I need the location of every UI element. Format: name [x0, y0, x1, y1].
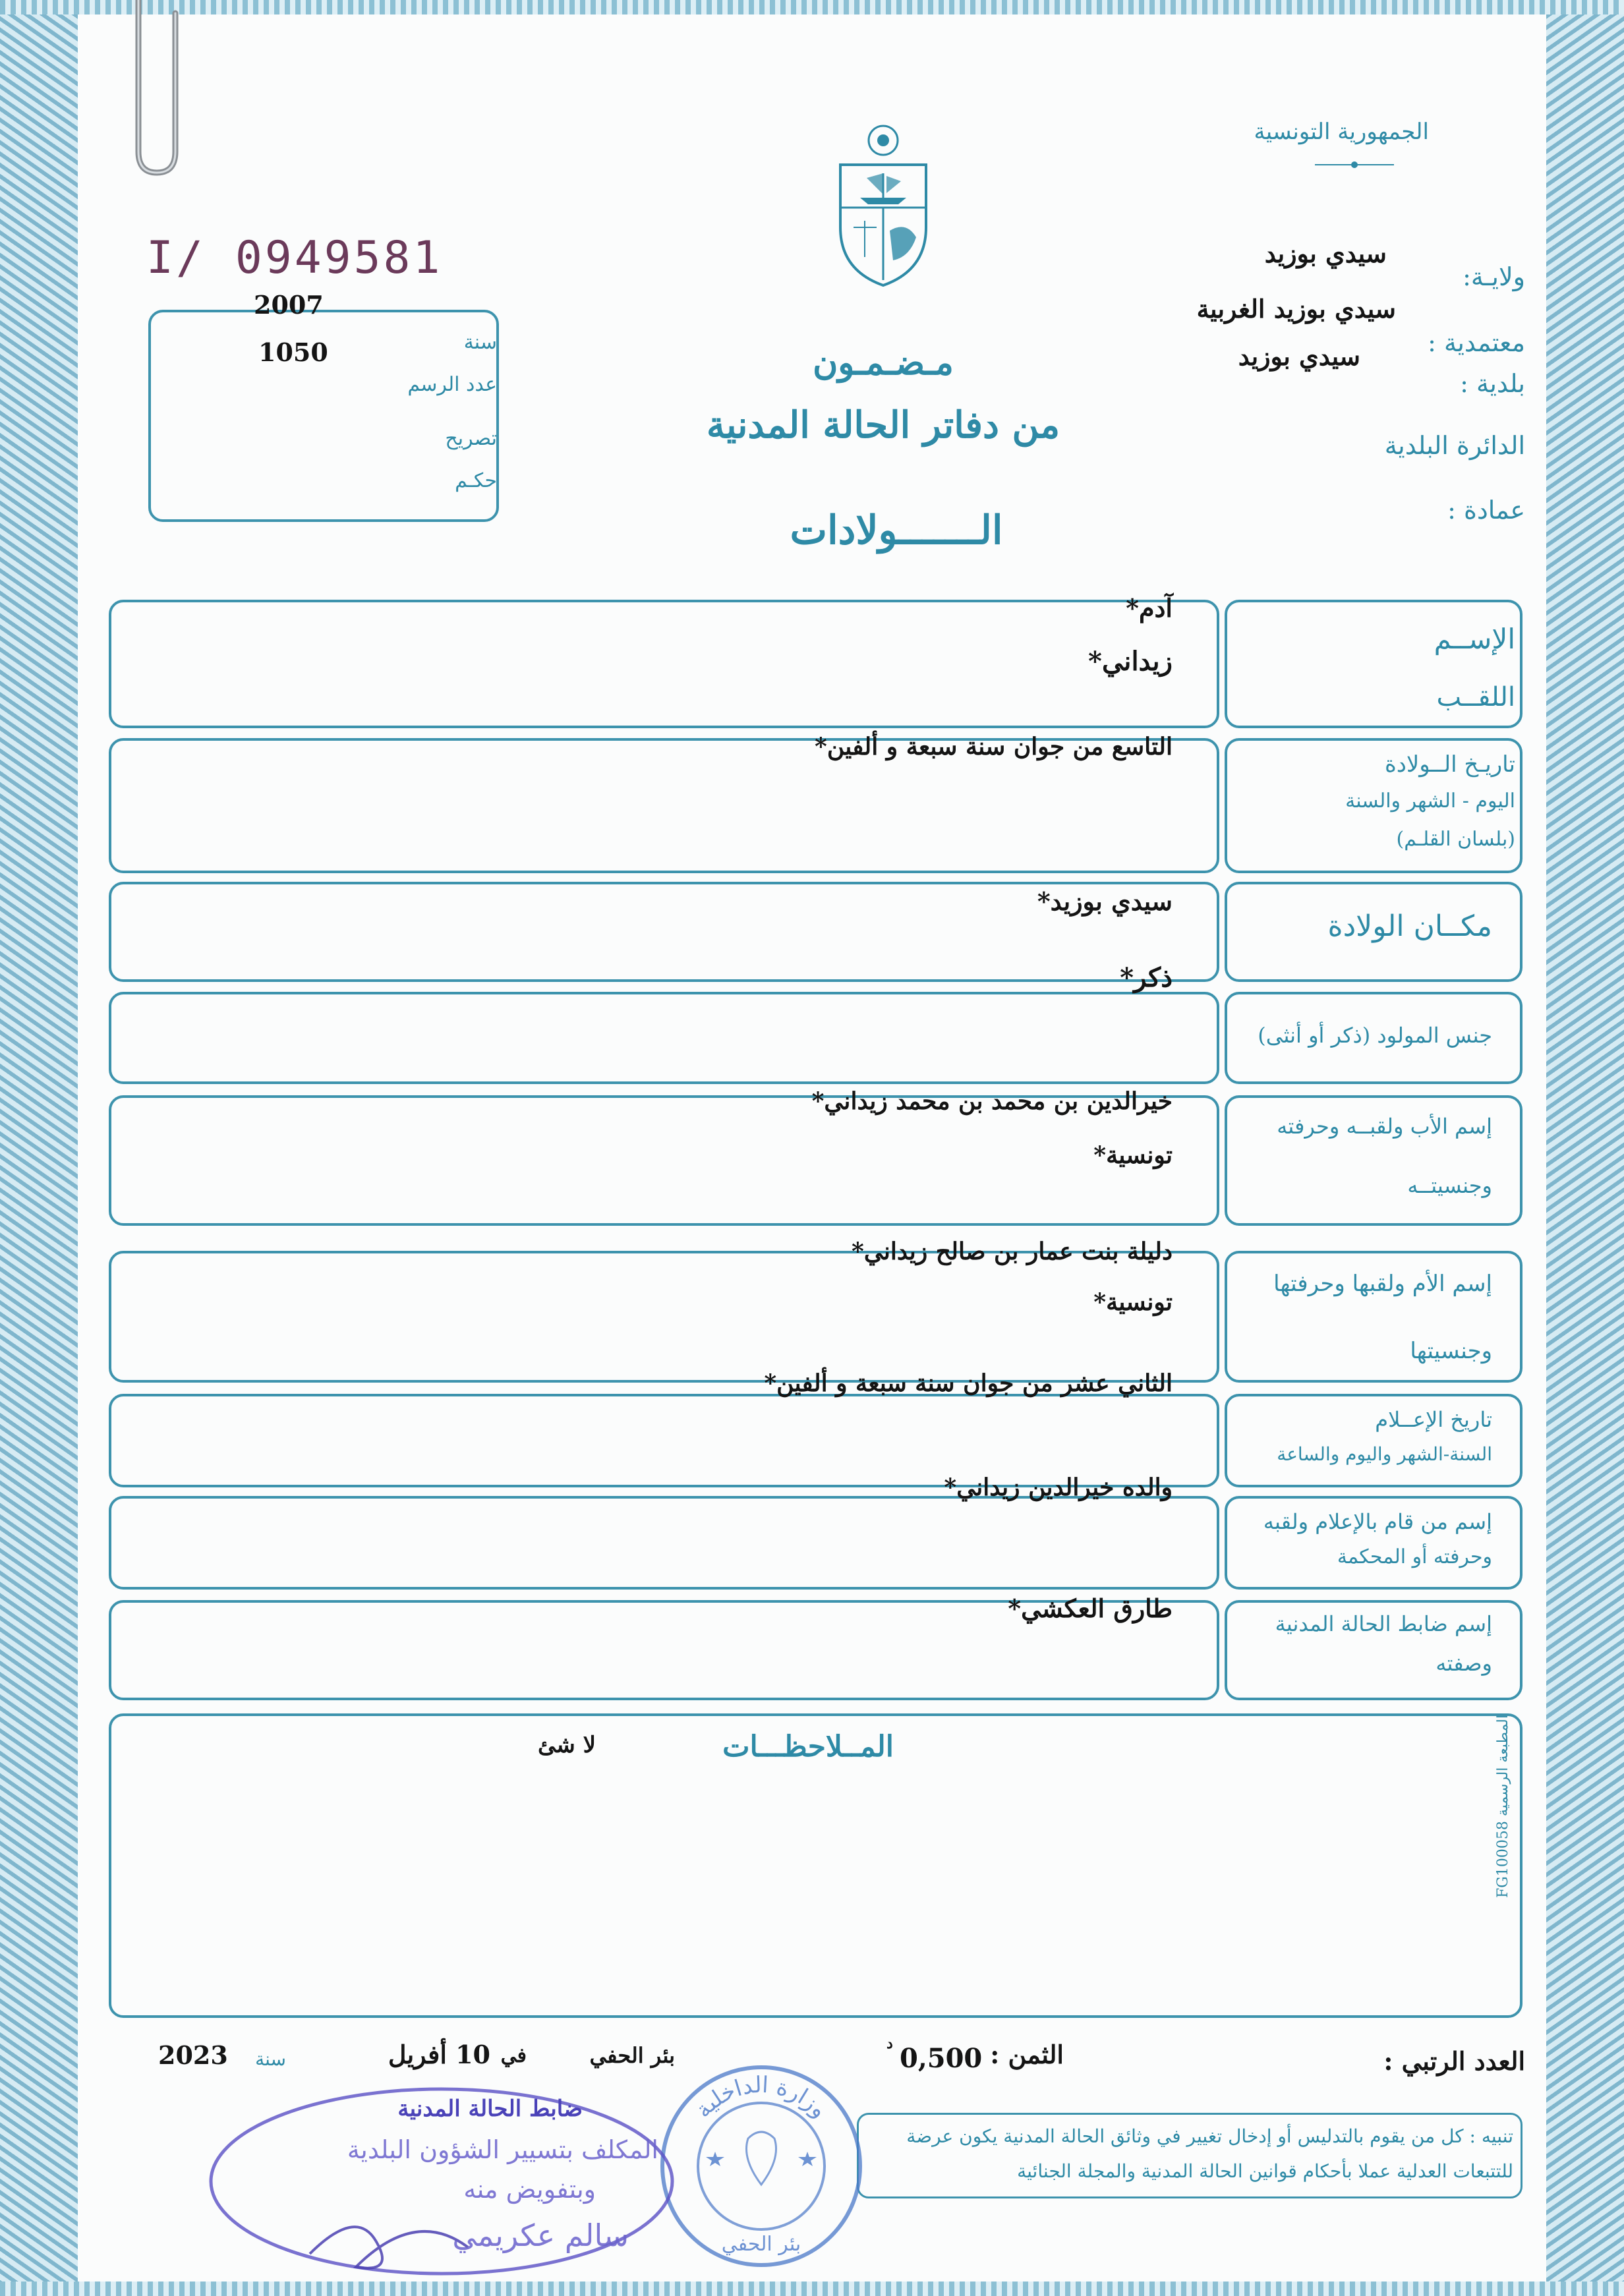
- warning-line-2: للتتبعات العدلية عملا بأحكام قوانين الحالة المدنية والمجلة الجنائية: [1017, 2160, 1513, 2182]
- value-mother: دليلة بنت عمار بن صالح زيداني*: [852, 1238, 1173, 1265]
- registry-number-label: عدد الرسم: [407, 373, 497, 396]
- remarks-value: لا شئ: [537, 1732, 596, 1758]
- title-births: الـــــــولادات: [790, 507, 1003, 554]
- label-surname: اللقــب: [1436, 682, 1515, 712]
- baladiya-value: سيدي بوزيد: [1238, 341, 1360, 371]
- value-father: خيرالدين بن محمد بن محمد زيداني*: [811, 1087, 1173, 1115]
- label-birth-place: مكــان الولادة: [1327, 909, 1492, 943]
- label-sex: جنس المولود (ذكر أو أنثى): [1258, 1023, 1492, 1048]
- label-birth-date-words: (بلسان القلـم): [1396, 828, 1515, 851]
- stamp-line-1: ضابط الحالة المدنية: [397, 2096, 583, 2122]
- title-civil-registers: من دفاتر الحالة المدنية: [706, 403, 1060, 447]
- label-declaration-date-sub: السنة-الشهر واليوم والساعة: [1277, 1443, 1492, 1465]
- mutamadiya-label: معتمدية :: [1428, 328, 1525, 357]
- label-birth-date-sub: اليوم - الشهر والسنة: [1345, 789, 1515, 813]
- label-birth-date: تاريـخ الــولادة: [1384, 751, 1515, 778]
- value-birth-date: التاسع من جوان سنة سبعة و ألفين*: [815, 733, 1173, 761]
- registry-year-label: سنة: [463, 331, 497, 354]
- value-father-nationality: تونسية*: [1093, 1141, 1173, 1169]
- security-border-left: [0, 0, 78, 2296]
- paperclip-icon: [119, 0, 191, 178]
- wilaya-value: سيدي بوزيد: [1264, 239, 1387, 268]
- value-sex: ذكر*: [1120, 962, 1173, 993]
- footer-serial-label: العدد الرتبي :: [1383, 2046, 1525, 2076]
- value-box-declarant: [109, 1496, 1219, 1590]
- registry-number-value: 1050: [258, 337, 328, 367]
- footer-price-unit: د: [886, 2035, 893, 2052]
- printer-code: المطبعة الرسمية FG100058: [1495, 1715, 1511, 1898]
- serial-number: I/ 0949581: [146, 232, 443, 284]
- label-mother-nationality: وجنسيتها: [1410, 1338, 1492, 1364]
- imada-label: عمادة :: [1447, 496, 1525, 525]
- value-officer: طارق العكشي*: [1008, 1593, 1173, 1623]
- registry-year-value: 2007: [254, 290, 324, 320]
- value-birth-place: سيدي بوزيد*: [1037, 886, 1173, 916]
- wilaya-label: ولايـة:: [1463, 262, 1525, 291]
- value-mother-nationality: تونسية*: [1093, 1288, 1173, 1316]
- registry-declaration-label: تصريح: [445, 427, 497, 450]
- title-madmoun: مـضـمـون: [813, 343, 954, 383]
- label-declarant-sub: وحرفته أو المحكمة: [1337, 1545, 1492, 1568]
- baladiya-label: بلدية :: [1460, 369, 1525, 398]
- warning-line-1: تنبيه : كل من يقوم بالتدليس أو إدخال تغيير في وثائق الحالة المدنية يكون عرضة: [906, 2125, 1513, 2147]
- remarks-label: المــلاحظـــات: [722, 1730, 894, 1764]
- stamp-line-3: وبتفويض منه: [463, 2175, 596, 2204]
- label-officer-sub: وصفته: [1436, 1651, 1492, 1676]
- value-box-name: [109, 600, 1219, 728]
- footer-year-label: سنة: [255, 2048, 286, 2070]
- value-declarant: والده خيرالدين زيداني*: [944, 1474, 1173, 1501]
- daira-label: الدائرة البلدية: [1384, 431, 1525, 460]
- security-border-right: [1546, 0, 1624, 2296]
- coat-of-arms-icon: [827, 115, 939, 290]
- label-father: إسم الأب ولقبــه وحرفته: [1277, 1114, 1492, 1139]
- label-mother: إسم الأم ولقبها وحرفتها: [1273, 1271, 1492, 1297]
- mutamadiya-value: سيدي بوزيد الغربية: [1196, 294, 1396, 324]
- label-first-name: الإســم: [1434, 623, 1515, 655]
- ornament-divider: [1315, 159, 1394, 170]
- label-officer: إسم ضابط الحالة المدنية: [1275, 1611, 1492, 1636]
- stamp-line-4: سالم عكريمي: [452, 2218, 629, 2253]
- round-seal-center: بئر الحفي: [721, 2233, 801, 2256]
- republic-header: الجمهورية التونسية: [1254, 119, 1429, 145]
- stamp-line-2: المكلف بتسيير الشؤون البلدية: [347, 2135, 658, 2164]
- footer-year: 2023: [158, 2040, 228, 2070]
- footer-price-label: الثمن :: [990, 2040, 1064, 2069]
- value-box-mother: [109, 1251, 1219, 1383]
- label-father-nationality: وجنسيتــه: [1407, 1173, 1492, 1198]
- value-first-name: آدم*: [1126, 593, 1173, 623]
- value-box-sex: [109, 992, 1219, 1084]
- label-declarant: إسم من قام بالإعلام ولقبه: [1263, 1509, 1492, 1534]
- value-surname: زيداني*: [1088, 646, 1173, 677]
- footer-place: بئر الحفي: [589, 2043, 675, 2068]
- footer-date: 10 أفريل: [388, 2040, 490, 2069]
- label-declaration-date: تاريخ الإعــلام: [1375, 1407, 1492, 1432]
- footer-price-value: 0,500: [900, 2043, 983, 2074]
- security-border-top: [0, 0, 1624, 14]
- footer-in-label: في: [500, 2044, 527, 2067]
- round-seal-text: وزارة الداخلية: [689, 2071, 833, 2123]
- registry-judgment-label: حكـم: [455, 469, 497, 492]
- value-declaration-date: الثاني عشر من جوان سنة سبعة و ألفين*: [764, 1369, 1173, 1397]
